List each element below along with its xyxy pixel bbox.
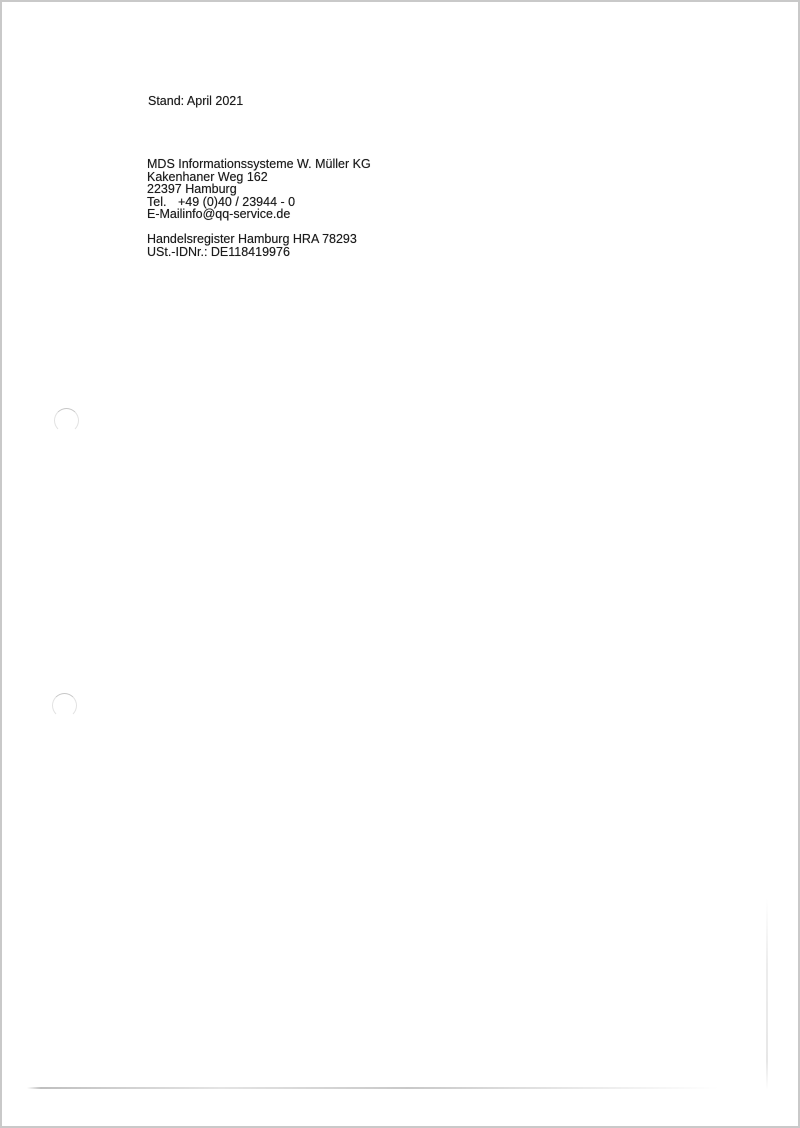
phone-label: Tel. — [147, 194, 167, 209]
email-value: info@qq-service.de — [182, 207, 291, 222]
company-address-block — [147, 158, 371, 258]
company-email-line — [147, 208, 371, 221]
stand-date-line: Stand: April 2021 — [148, 94, 244, 108]
registry-block — [147, 233, 371, 258]
commercial-register-line: Handelsregister Hamburg HRA 78293 — [147, 231, 357, 246]
company-street: Kakenhaner Weg 162 — [147, 169, 268, 184]
phone-value: +49 (0)40 / 23944 - 0 — [178, 194, 296, 209]
scan-crease-horizontal — [27, 1087, 719, 1089]
hole-punch-mark-top — [54, 408, 79, 433]
hole-punch-mark-bottom — [52, 693, 77, 718]
vat-id-line: USt.-IDNr.: DE118419976 — [147, 244, 290, 259]
email-label: E-Mail — [147, 207, 183, 222]
scan-crease-vertical — [766, 898, 768, 1090]
company-name: MDS Informationssysteme W. Müller KG — [147, 157, 371, 171]
company-city: 22397 Hamburg — [147, 182, 237, 197]
